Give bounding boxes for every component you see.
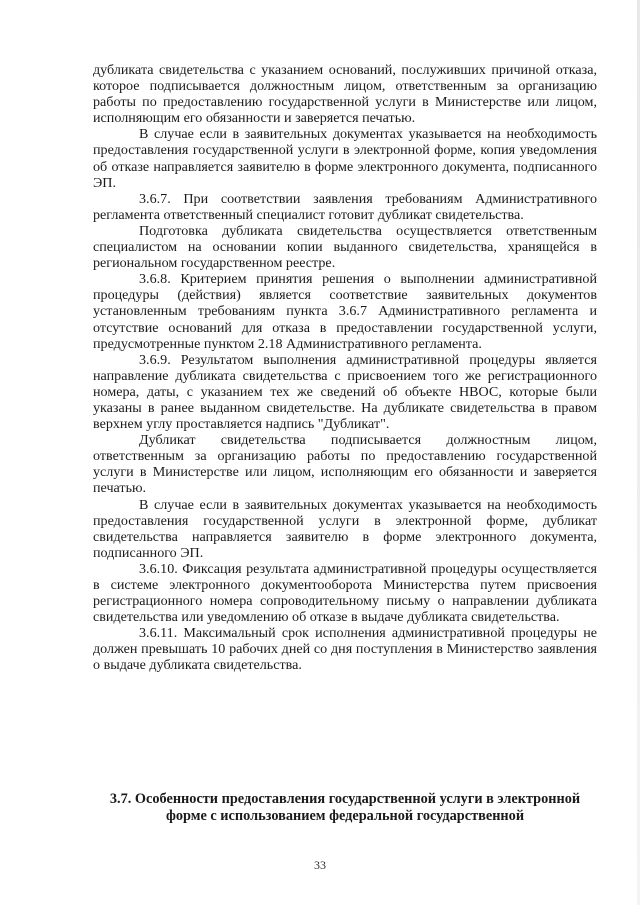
section-heading: 3.7. Особенности предоставления государственной услуги в электронной форме с использованием федеральной государственной xyxy=(109,791,581,824)
document-body xyxy=(93,62,597,674)
paragraph-1: дубликата свидетельства с указанием оснований, послуживших причиной отказа, которое подписывается должностным лицом, ответственным за организацию работы по предоставлению государственной услуги в Министерстве или лицом, исполняющим его обязанности и заверяется печатью. xyxy=(93,62,597,127)
page-number: 33 xyxy=(314,858,326,872)
paragraph-8: В случае если в заявительных документах указывается на необходимость предоставления государственной услуги в электронной форме, дубликат свидетельства направляется заявителю в форме электронного документа, подписанного ЭП. xyxy=(93,496,597,561)
paragraph-2: В случае если в заявительных документах указывается на необходимость предоставления государственной услуги в электронной форме, копия уведомления об отказе направляется заявителю в форме электронного документа, подписанного ЭП. xyxy=(93,126,597,191)
paragraph-5: 3.6.8. Критерием принятия решения о выполнении административной процедуры (действия) является соответствие заявительных документов установленным требованиям пункта 3.6.7 Административного регламента и отсутствие оснований для отказа в предоставлении государственной услуги, предусмотренные пунктом 2.18 Административного регламента. xyxy=(93,271,597,352)
paragraph-7: Дубликат свидетельства подписывается должностным лицом, ответственным за организацию работы по предоставлению государственной услуги в Министерстве или лицом, исполняющим его обязанности и заверяется печатью. xyxy=(93,432,597,497)
paragraph-4: Подготовка дубликата свидетельства осуществляется ответственным специалистом на основании копии выданного свидетельства, хранящейся в региональном государственном реестре. xyxy=(93,222,597,272)
paragraph-9: 3.6.10. Фиксация результата административной процедуры осуществляется в системе электронного документооборота Министерства путем присвоения регистрационного номера сопроводительному письму о направлении дубликата свидетельства или уведомлению об отказе в выдаче дубликата свидетельства. xyxy=(93,560,597,626)
paragraph-6: 3.6.9. Результатом выполнения административной процедуры является направление дубликата свидетельства с присвоением того же регистрационного номера, даты, с указанием тех же сведений об объекте НВОС, которые были указаны в ранее выданном свидетельстве. На дубликате свидетельства в правом верхнем углу проставляется надпись "Дубликат". xyxy=(93,351,597,433)
paragraph-3: 3.6.7. При соответствии заявления требованиям Административного регламента ответственный специалист готовит дубликат свидетельства. xyxy=(93,190,597,223)
paragraph-10: 3.6.11. Максимальный срок исполнения административной процедуры не должен превышать 10 рабочих дней со дня поступления в Министерство заявления о выдаче дубликата свидетельства. xyxy=(93,625,597,674)
